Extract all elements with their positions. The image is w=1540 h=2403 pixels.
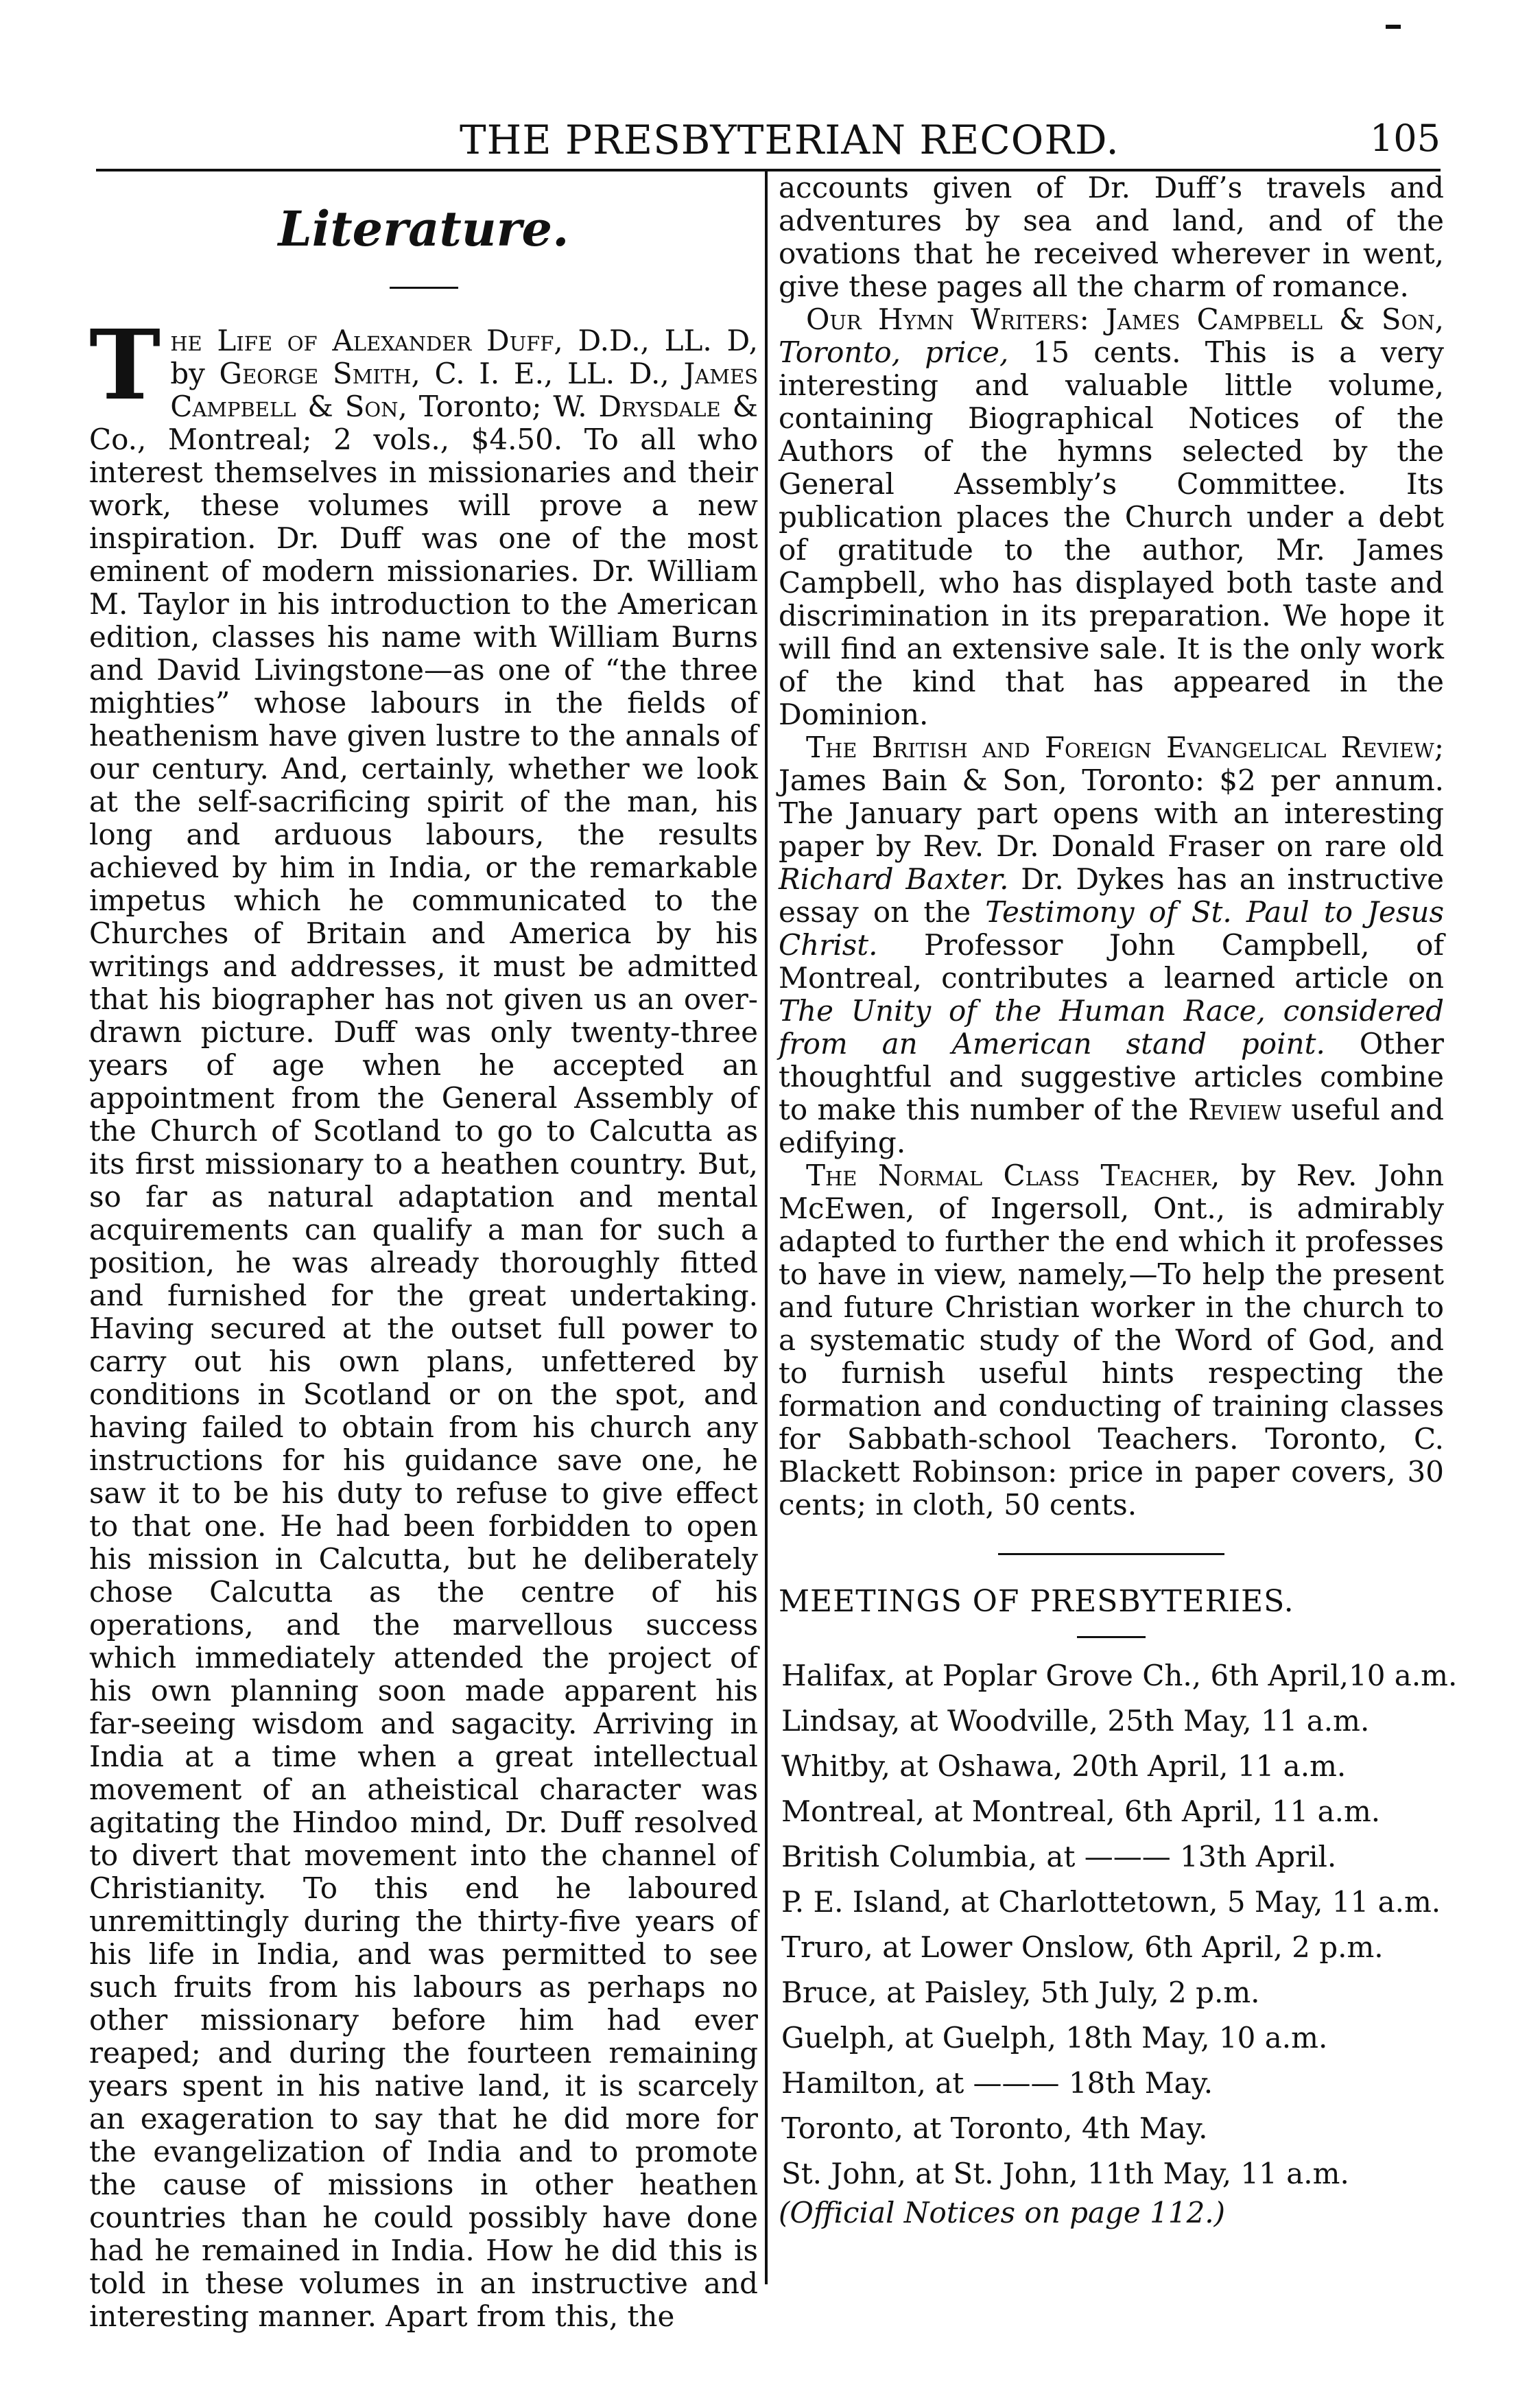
evangelical-review-text-2: Dr. Dykes has an instructive essay on the [779,862,1444,929]
duff-review-continuation: accounts given of Dr. Duff’s travels and adventures by sea and land, and of the ovations that he received wherever in went, give these pages all the charm of romance. [779,171,1444,303]
evangelical-review-italic-3: The Unity of the Human Race, considered from an American stand point. [779,994,1444,1061]
meeting-item: Lindsay, at Woodville, 25th May, 11 a.m. [781,1704,1370,1738]
normal-class-title: The Normal Class Teacher, [806,1159,1220,1192]
meeting-item: Guelph, at Guelph, 18th May, 10 a.m. [781,2021,1328,2055]
evangelical-review-text-3: Professor John Campbell, of Montreal, contributes a learned article on [779,928,1444,995]
column-divider [765,171,768,2284]
meeting-item: Montreal, at Montreal, 6th April, 11 a.m. [781,1795,1381,1828]
duff-review-paragraph [89,309,758,2333]
drop-cap: T [89,309,161,422]
meeting-item: Bruce, at Paisley, 5th July, 2 p.m. [781,1976,1260,2009]
section-heading-literature: Literature. [278,200,569,257]
meeting-item: Hamilton, at ——— 18th May. [781,2066,1213,2100]
book-author: George Smith, C. I. E., LL. D., [219,357,670,390]
evangelical-review-italic-2: Testimony of St. Paul to Jesus Christ. [779,895,1445,962]
evangelical-review-text-1: James Bain & Son, Toronto: $2 per annum. The January part opens with an interesting paper by Rev. Dr. Donald Fraser on rare old [779,763,1444,863]
book-title: he Life of Alexander Duff, D.D., LL. D, [170,324,758,357]
review-body: To all who interest themselves in missionaries and their work, these volumes will prove a new inspiration. Dr. Duff was one of the most eminent of modern missionaries. Dr. William M. Taylor in his introduction to the American edition, classes his name with William Burns and David Livingstone—as one of “the three mighties” whose labours in the fields of heathenism have given lustre to the annals of our century. And, certainly, whether we look at the self-sacrificing spirit of the man, his long and arduous labours, the results achieved by him in India, or the remarkable impetus which he communicated to the Churches of Britain and America by his writings and addresses, it must be admitted that his biographer has not given us an over-drawn picture. Duff was only twenty-three years of age when he accepted an appointment from the General Assembly of the Church of Scotland to go to Calcutta as its first missionary to a heathen country. But, so far as natural adaptation and mental acquirements can qualify a man for such a position, he was already thoroughly fitted and furnished for the great undertaking. Having secured at the outset full power to carry out his own plans, unfettered by conditions in Scotland or on the spot, and having failed to obtain from his church any instructions for his guidance save one, he saw it to be his duty to refuse to give effect to that one. He had been forbidden to open his mission in Calcutta, but he deliberately chose Calcutta as the centre of his operations, and the marvellous success which immediately attended the project of his own planning soon made apparent his far-seeing wisdom and sagacity. Arriving in India at a time when a great intellectual movement of an atheistical character was agitating the Hindoo mind, Dr. Duff resolved to divert that movement into the channel of Christianity. To this end he laboured unremittingly during the thirty-five years of his life in India, and was permitted to see such fruits from his labours as perhaps no other missionary before him had ever reaped; and during the fourteen remaining years spent in his native land, it is scarcely an exageration to say that he did more for the evangelization of India and to promote the cause of missions in other heathen countries than he could possibly have done had he remained in India. How he did this is told in these volumes in an instructive and interesting manner. Apart from this, the [89,423,758,2333]
meeting-item: St. John, at St. John, 11th May, 11 a.m. [781,2157,1349,2190]
hymn-writers-price-label: price, [900,335,1009,369]
evangelical-review-text-5: useful and edifying. [779,1093,1444,1159]
evangelical-review-text-4: Other thoughtful and suggestive articles combine to make this number of the [779,1027,1444,1126]
meeting-item: British Columbia, at ——— 13th April. [781,1840,1337,1873]
evangelical-review-italic-1: Richard Baxter. [779,862,1009,896]
normal-class-body: by Rev. John McEwen, of Ingersoll, Ont., is admirably adapted to further the end which it professes to have in view, namely,—To help the present and future Christian worker in the church to a systematic study of the Word of God, and to furnish useful hints respecting the formation and conducting of training classes for Sabbath-school Teachers. Toronto, C. Blackett Robinson: price in paper covers, 30 cents; in cloth, 50 cents. [779,1159,1444,1522]
section-divider [998,1553,1224,1555]
official-notices-note: (Official Notices on page 112.) [779,2196,1226,2229]
hymn-writers-place: Toronto, [779,335,901,369]
page-number: 105 [1369,117,1441,160]
by-line-prefix: by [170,357,220,390]
meeting-item: Halifax, at Poplar Grove Ch., 6th April,10 a.m. [781,1659,1458,1692]
publisher-name: James Campbell & Son, [170,357,758,423]
meeting-item: P. E. Island, at Charlottetown, 5 May, 11 a.m. [781,1885,1441,1919]
evangelical-review-word: Review [1187,1093,1282,1126]
hymn-writers-body: 15 cents. This is a very interesting and valuable little volume, containing Biographical Notices of the Authors of the hymns selected by the General Assembly’s Committee. Its publication places the Church under a debt of gratitude to the author, Mr. James Campbell, who has displayed both taste and discrimination in its preparation. We hope it will find an extensive sale. It is the only work of the kind that has appeared in the Dominion. [779,335,1444,731]
hymn-writers-publisher: James Campbell & Son, [1089,303,1444,336]
running-title: THE PRESBYTERIAN RECORD. [460,117,1120,163]
right-column [779,171,1458,2229]
hymn-writers-review [779,303,1444,731]
left-column [89,171,758,2333]
publisher-name-2: W. Drysdale [553,390,721,423]
hymn-writers-title: Our Hymn Writers: [806,303,1089,336]
heading-rule [390,287,458,289]
publisher-city: Toronto; [407,390,554,423]
publisher-details: & Co., Montreal; 2 vols., $4.50. [89,390,758,456]
meetings-heading: MEETINGS OF PRESBYTERIES. [779,1584,1294,1619]
printer-mark [1386,25,1401,29]
running-header [96,110,1441,171]
meeting-item: Whitby, at Oshawa, 20th April, 11 a.m. [781,1749,1347,1783]
normal-class-review [779,1159,1444,1522]
meetings-list [779,1653,1458,2197]
meeting-item: Truro, at Lower Onslow, 6th April, 2 p.m. [781,1930,1384,1964]
meeting-item: Toronto, at Toronto, 4th May. [781,2111,1208,2145]
evangelical-review-title: The British and Foreign Evangelical Review; [806,731,1444,764]
evangelical-review-paragraph [779,731,1444,1159]
meetings-heading-rule [1077,1636,1146,1638]
